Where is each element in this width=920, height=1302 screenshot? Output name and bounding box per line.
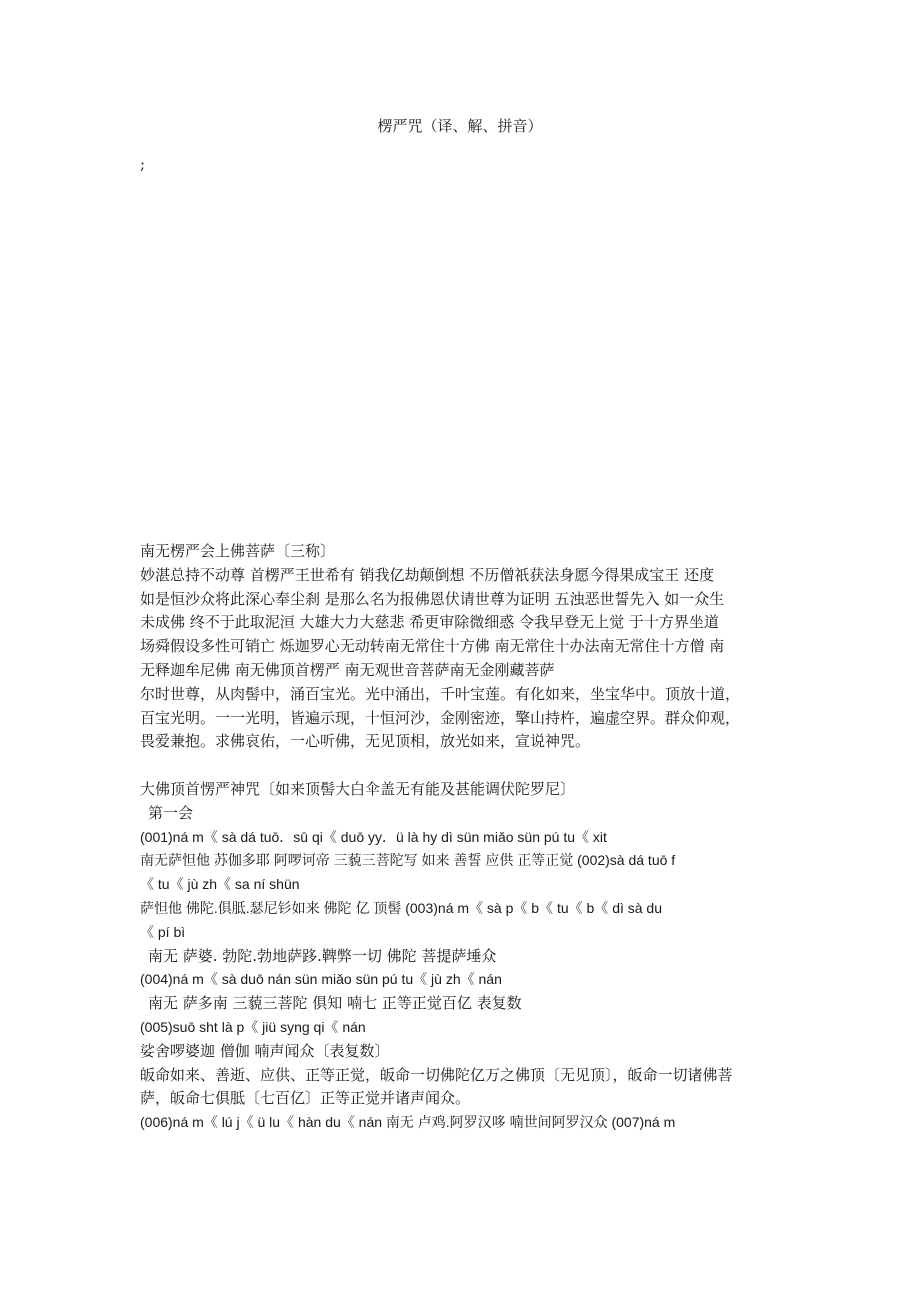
body-line: 萨，皈命七俱胝〔七百亿〕正等正觉并诸声闻众。	[140, 1089, 471, 1108]
pinyin-line: (001)ná m《 sà dá tuō．sū qi《 duō yy．ü là hy dì sün miǎo sün pú tu《 xit	[140, 828, 607, 845]
body-line: 未成佛 终不于此取泥洹 大雄大力大慈悲 希更审除微细惑 令我早登无上觉 于十方界坐道	[140, 613, 719, 632]
blank-line	[140, 754, 792, 778]
body-line: 南无 萨婆. 勃陀.勃地萨跢.鞞弊一切 佛陀 菩提萨埵众	[148, 946, 497, 965]
body-line: 皈命如来、善逝、应供、正等正觉，皈命一切佛陀亿万之佛顶〔无见顶〕，皈命一切诸佛菩	[140, 1065, 733, 1084]
pinyin-line: 萨怛他 佛陀.俱胝.瑟尼钐如来 佛陀 亿 顶髻 (003)ná m《 sà p《 b《 tu《 b《 dì sà du	[140, 899, 663, 916]
pinyin-line: (006)ná m《 lú j《 ü lu《 hàn du《 nán 南无 卢鸡.阿罗汉哆 喃世间阿罗汉众 (007)ná m	[140, 1114, 676, 1131]
body-line: 南无 萨多南 三藐三菩陀 俱知 喃七 正等正觉百亿 表复数	[148, 994, 522, 1013]
section-heading: 第一会	[148, 803, 194, 822]
pinyin-line: 《 pí bì	[140, 923, 186, 940]
body-line: 妙湛总持不动尊 首楞严王世希有 销我亿劫颠倒想 不历僧祇获法身愿今得果成宝王 还度	[140, 565, 715, 584]
document-body	[140, 540, 792, 1135]
body-line: 如是恒沙众将此深心奉尘刹 是那么名为报佛恩伏请世尊为证明 五浊恶世誓先入 如一众生	[140, 589, 725, 608]
body-line: 娑舍啰婆迦 僧伽 喃声闻众〔表复数〕	[140, 1041, 390, 1060]
stray-semicolon: ;	[140, 155, 146, 173]
body-line: 南无楞严会上佛菩萨〔三称〕	[140, 542, 336, 560]
body-line: 畏爱兼抱。求佛哀佑，一心听佛，无见顶相，放光如来，宣说神咒。	[140, 732, 591, 751]
body-line: 尔时世尊，从肉髻中，涌百宝光。光中涌出，千叶宝莲。有化如来，坐宝华中。顶放十道，	[140, 684, 741, 703]
pinyin-line: (005)suō sht là p《 jiü syng qi《 nán	[140, 1018, 366, 1035]
body-line: 百宝光明。一一光明，皆遍示现，十恒河沙，金刚密迹，擎山持杵，遍虚空界。群众仰观，	[140, 708, 741, 727]
body-line: 场舜假设多性可销亡 烁迦罗心无动转南无常住十方佛 南无常住十办法南无常住十方僧 南	[140, 637, 725, 656]
document-title: 楞严咒（译、解、拼音）	[377, 117, 543, 135]
pinyin-line: 《 tu《 jù zh《 sa ní shün	[140, 876, 300, 893]
body-line: 大佛顶首愣严神咒〔如来顶髻大白伞盖无有能及甚能调伏陀罗尼〕	[140, 779, 576, 798]
pinyin-line: 南无萨怛他 苏伽多耶 阿啰诃帝 三藐三菩陀写 如来 善誓 应供 正等正觉 (002)sà dá tuō f	[140, 852, 676, 869]
pinyin-line: (004)ná m《 sà duō nán sün miǎo sün pú tu《 jù zh《 nán	[140, 971, 502, 988]
body-line: 无释迦牟尼佛 南无佛顶首楞严 南无观世音菩萨南无金刚藏菩萨	[140, 660, 555, 679]
